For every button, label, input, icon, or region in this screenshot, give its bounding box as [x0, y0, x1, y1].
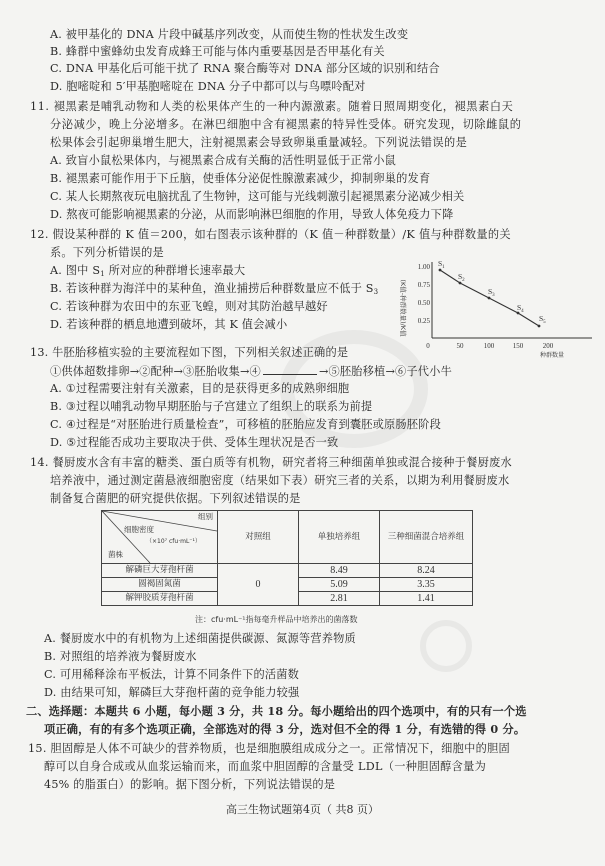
table-row	[102, 564, 473, 578]
point-label-s4: $S_4$	[517, 303, 524, 314]
q12-option-d: D. 若该种群的栖息地遭到破坏，其 K 值会减小	[50, 318, 288, 331]
q13-option-d: D. ⑤过程能否成功主要取决于供、受体生理状况是否一致	[50, 436, 339, 449]
y-tick: 1.00	[417, 263, 430, 271]
bacteria-density-table	[101, 510, 473, 606]
q12-option-b	[50, 282, 378, 299]
q11-option-d: D. 熬夜可能影响褪黑素的分泌，从而影响淋巴细胞的作用，导致人体免疫力下降	[50, 208, 454, 221]
q13-flow-post: →⑤胚胎移植→⑥子代小牛	[318, 365, 452, 378]
q11-stem-line1: 11. 褪黑素是哺乳动物和人类的松果体产生的一种内源激素。随着日照周期变化，褪黑素白天	[30, 100, 514, 113]
q10-option-c: C. DNA 甲基化后可能干扰了 RNA 聚合酶等对 DNA 部分区域的识别和结合	[50, 62, 440, 75]
control-value-cell: 0	[218, 564, 299, 606]
q14-stem-line2: 培养液中，通过测定菌悬液细胞密度（结果如下表）研究三者的关系，以期为利用餐厨废水	[50, 474, 510, 487]
q11-option-a: A. 致盲小鼠松果体内，与褪黑素合成有关酶的活性明显低于正常小鼠	[50, 154, 397, 167]
q14-option-a: A. 餐厨废水中的有机物为上述细菌提供碳源、氮源等营养物质	[44, 632, 356, 645]
single-value-cell: 8.49	[299, 564, 380, 578]
section2-instructions-line1: 二、选择题：本题共 6 小题，每小题 3 分，共 18 分。每小题给出的四个选项中，有的只有一个选	[26, 704, 527, 718]
mixed-value-cell: 3.35	[380, 578, 473, 592]
q14-stem-line1: 14. 餐厨废水含有丰富的糖类、蛋白质等有机物，研究者将三种细菌单独或混合接种于餐厨废水	[30, 456, 513, 469]
strain-cell: 解钾胶质芽孢杆菌	[102, 592, 218, 606]
subscript: 3	[373, 288, 379, 296]
point-label-s2: $S_2$	[458, 272, 465, 283]
q15-stem-line2: 醇可以自身合成或从血浆运输而来，而血浆中胆固醇的含量受 LDL（一种胆固醇含量为	[44, 760, 487, 773]
corner-density-label: 细胞密度	[124, 525, 154, 534]
q10-option-d: D. 胞嘧啶和 5′甲基胞嘧啶在 DNA 分子中都可以与鸟嘌呤配对	[50, 80, 366, 93]
mixed-value-cell: 8.24	[380, 564, 473, 578]
q13-flow	[50, 364, 452, 379]
corner-group-label: 组别	[198, 512, 213, 521]
point-label-s1: $S_1$	[438, 259, 445, 270]
point-label-s5: $S_5$	[539, 314, 546, 325]
y-tick: 0.75	[417, 281, 430, 289]
q11-option-b: B. 褪黑素可能作用于下丘脑，使垂体分泌促性腺激素减少，抑制卵巢的发育	[50, 172, 431, 185]
section2-instructions-line2: 项正确，有的有多个选项正确，全部选对的得 3 分，选对但不全的得 1 分，有选错的得 0 分。	[44, 722, 526, 736]
q12-option-a	[50, 264, 245, 281]
q11-stem-line2: 分泌减少，晚上分泌增多。在淋巴细胞中含有褪黑素的特异性受体。研究发现，切除雌鼠的	[50, 118, 522, 131]
table-corner-header	[102, 511, 218, 564]
x-tick: 0	[426, 342, 430, 350]
strain-cell: 圆褐固氮菌	[102, 578, 218, 592]
watermark-ring	[420, 620, 472, 672]
q12-option-b-pre: B. 若该种群为海洋中的某种鱼，渔业捕捞后种群数量应不低于 S	[50, 282, 374, 295]
column-header: 三种细菌混合培养组	[380, 511, 473, 564]
q13-flow-pre: ①供体超数排卵→②配种→③胚胎收集→④	[50, 365, 261, 378]
q10-option-b: B. 蜂群中蜜蜂幼虫发育成蜂王可能与体内重要基因是否甲基化有关	[50, 45, 385, 58]
column-header: 单独培养组	[299, 511, 380, 564]
chart-y-label: (K值-种群数量)/K值	[399, 279, 407, 337]
q12-option-a-post: 所对应的种群增长速率最大	[104, 264, 246, 277]
single-value-cell: 2.81	[299, 592, 380, 606]
q13-stem: 13. 牛胚胎移植实验的主要流程如下图，下列相关叙述正确的是	[30, 346, 349, 359]
strain-cell: 解磷巨大芽孢杆菌	[102, 564, 218, 578]
q15-stem-line3: 45% 的脂蛋白）的影响。据下图分析，下列说法错误的是	[44, 778, 336, 791]
q12-stem-line1: 12. 假设某种群的 K 值＝200，如右图表示该种群的（K 值－种群数量）/K 值与种群数量的关	[30, 228, 511, 241]
y-tick: 0.50	[417, 299, 430, 307]
q12-stem-line2: 系。下列分析错误的是	[50, 246, 164, 259]
population-line-chart	[392, 258, 602, 358]
chart-x-label: 种群数量	[540, 352, 565, 358]
mixed-value-cell: 1.41	[380, 592, 473, 606]
x-tick: 200	[542, 342, 554, 350]
q14-option-c: C. 可用稀释涂布平板法，计算不同条件下的活菌数	[44, 668, 300, 681]
corner-strain-label: 菌株	[108, 550, 123, 559]
page-footer: 高三生物试题第4页（ 共8 页）	[226, 803, 379, 816]
x-tick: 150	[512, 342, 524, 350]
single-value-cell: 5.09	[299, 578, 380, 592]
q13-option-b: B. ③过程以哺乳动物早期胚胎与子宫建立了组织上的联系为前提	[50, 400, 373, 413]
q11-stem-line3: 松果体会引起卵巢增生肥大，注射褪黑素会导致卵巢重量减轻。下列说法错误的是	[50, 136, 468, 149]
fill-in-blank	[263, 364, 317, 375]
q10-option-a: A. 被甲基化的 DNA 片段中碱基序列改变，从而使生物的性状发生改变	[50, 28, 409, 41]
y-tick: 0.25	[417, 317, 430, 325]
table-note: 注：cfu·mL⁻¹指每毫升样品中培养出的菌落数	[195, 615, 358, 624]
q12-option-a-pre: A. 图中 S	[50, 264, 101, 277]
q14-stem-line3: 制备复合菌肥的研究提供依据。下列叙述错误的是	[50, 492, 301, 505]
q12-option-c: C. 若该种群为农田中的东亚飞蝗，则对其防治越早越好	[50, 300, 328, 313]
point-label-s3: $S_3$	[488, 287, 495, 298]
q13-option-a: A. ①过程需要注射有关激素，目的是获得更多的成熟卵细胞	[50, 382, 350, 395]
q15-stem-line1: 15. 胆固醇是人体不可缺少的营养物质，也是细胞膜组成成分之一。正常情况下，细胞中的胆固	[28, 742, 511, 755]
q11-option-c: C. 某人长期熬夜玩电脑扰乱了生物钟，这可能与光线刺激引起褪黑素分泌减少相关	[50, 190, 465, 203]
q14-option-d: D. 由结果可知，解磷巨大芽孢杆菌的竞争能力较强	[44, 686, 300, 699]
x-tick: 100	[483, 342, 495, 350]
subscript: 1	[100, 270, 105, 278]
x-tick: 50	[456, 342, 464, 350]
q14-option-b: B. 对照组的培养液为餐厨废水	[44, 650, 197, 663]
corner-unit-label: （×10⁷ cfu·mL⁻¹）	[146, 538, 201, 545]
q13-option-c: C. ④过程是“对胚胎进行质量检查”，可移植的胚胎应发育到囊胚或原肠胚阶段	[50, 418, 441, 431]
column-header: 对照组	[218, 511, 299, 564]
